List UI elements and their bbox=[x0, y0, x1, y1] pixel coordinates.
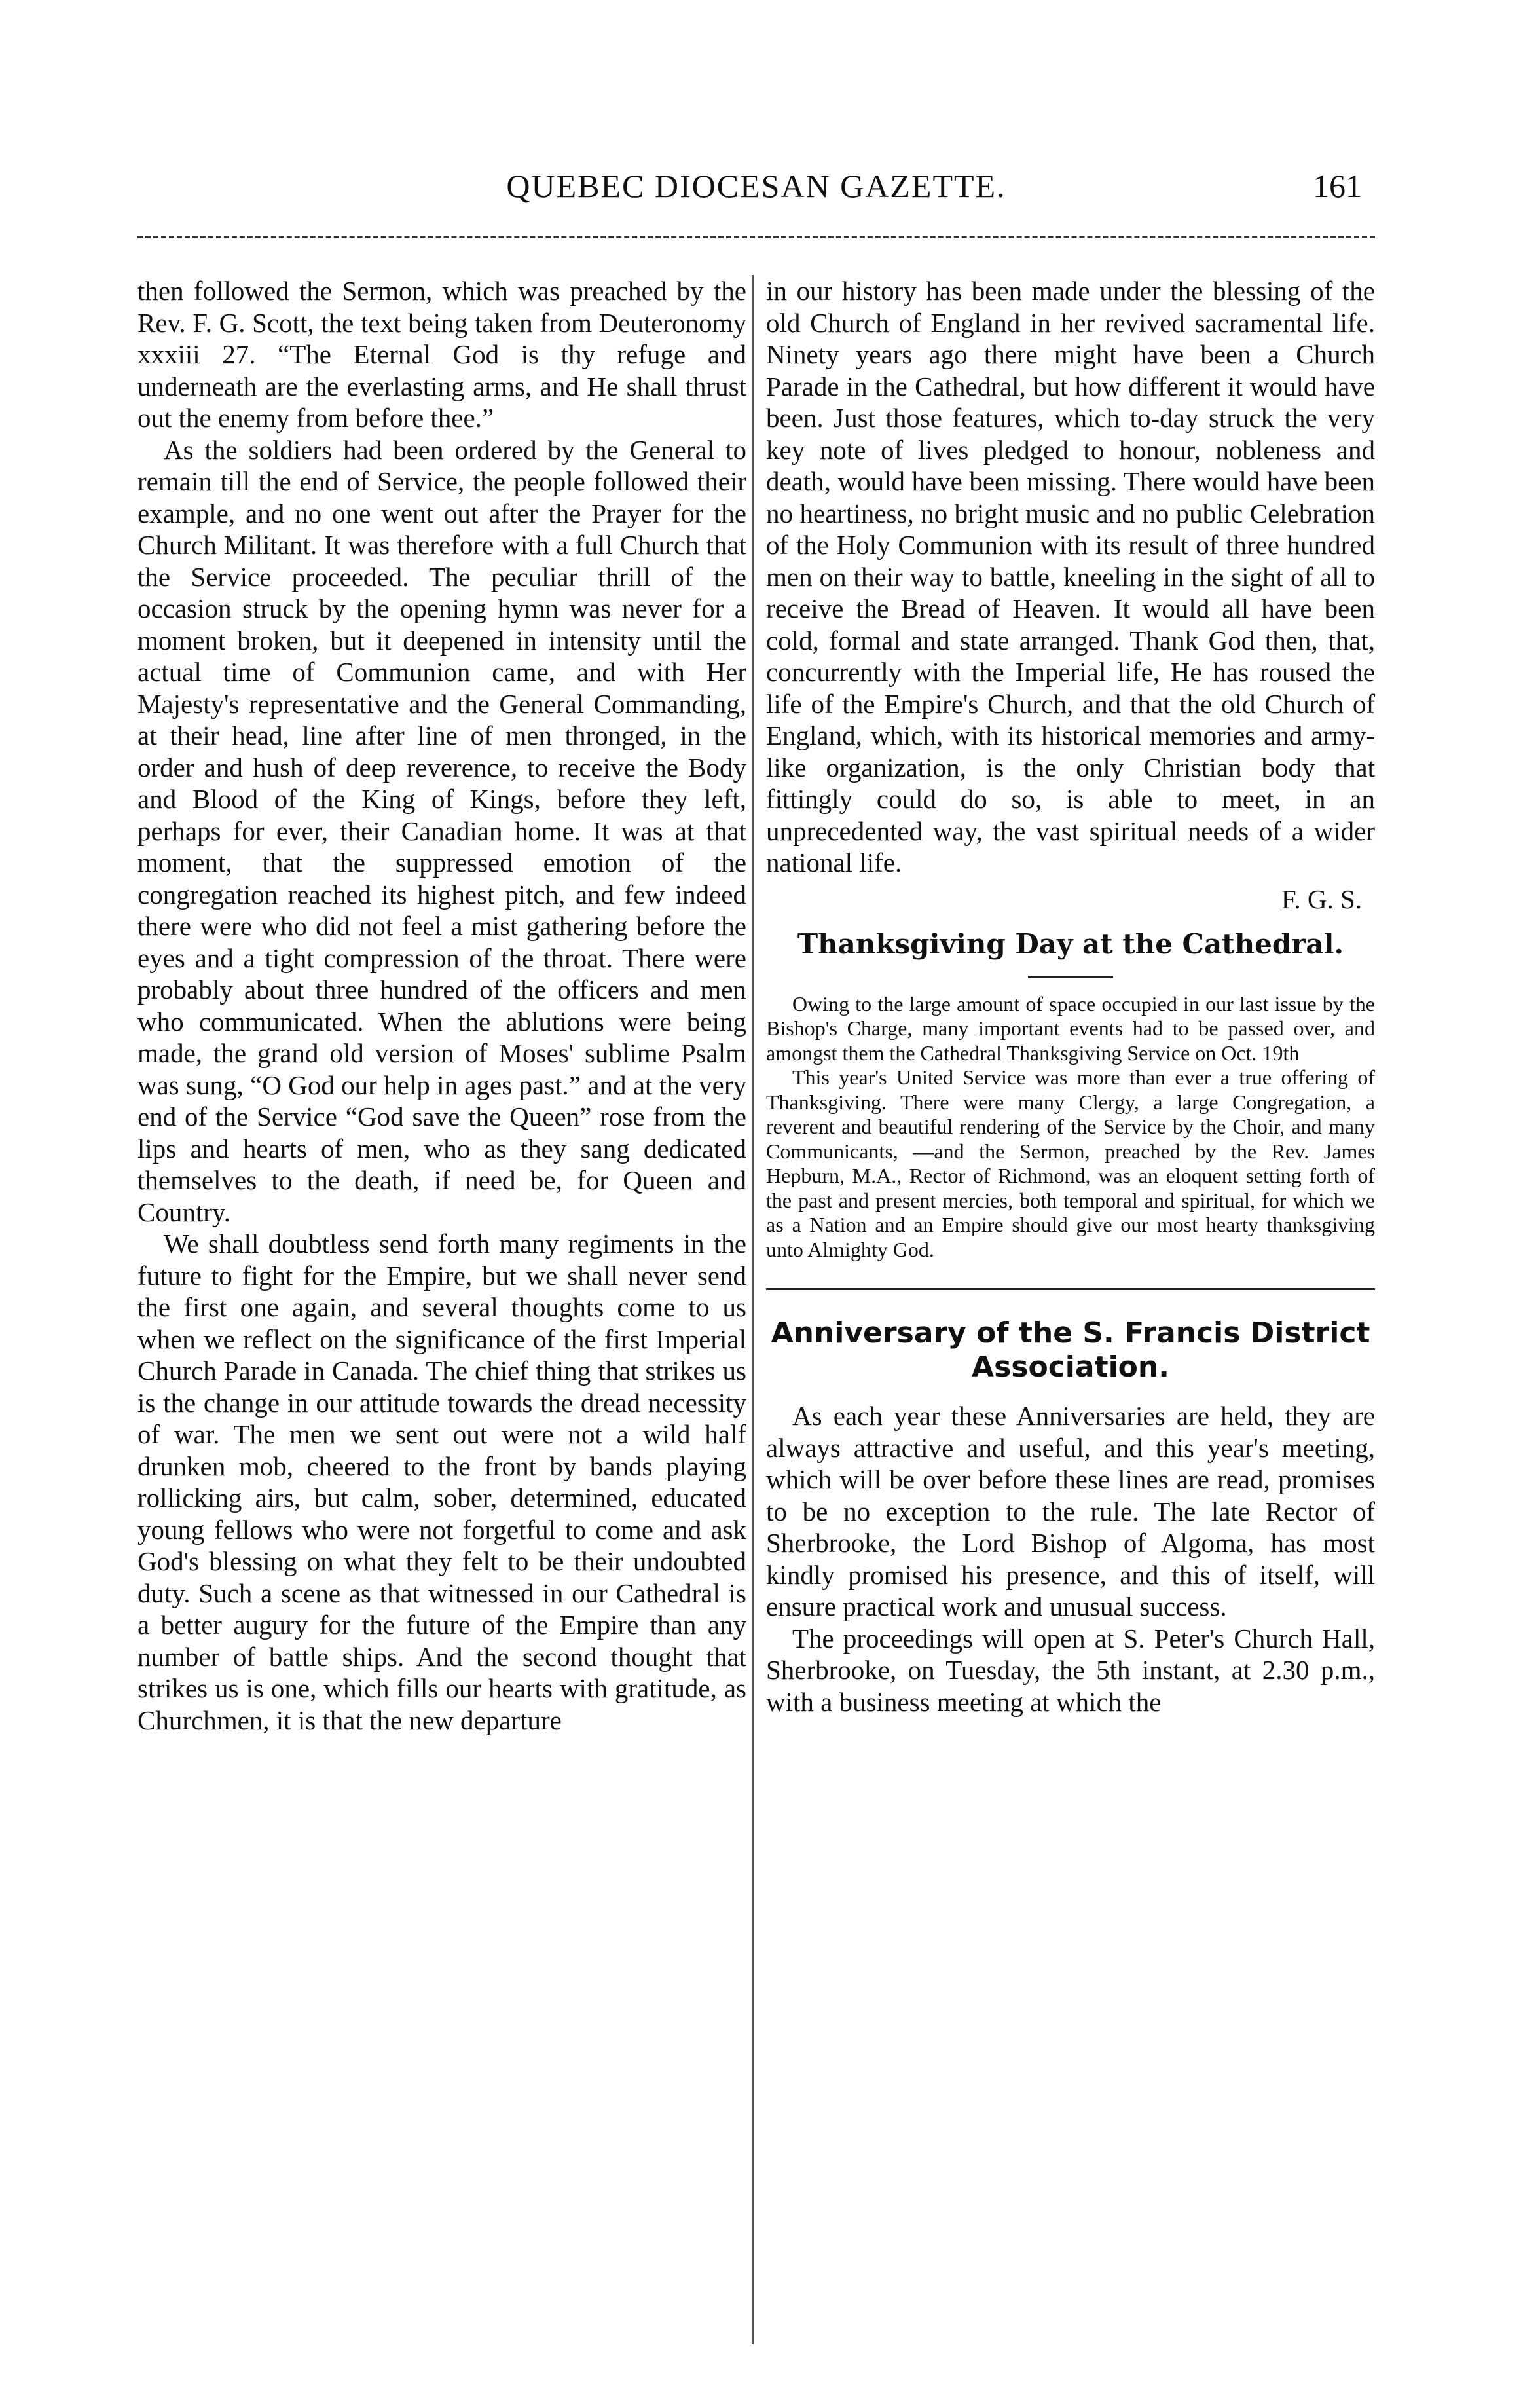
page-header bbox=[138, 167, 1375, 219]
running-title: QUEBEC DIOCESAN GAZETTE. bbox=[506, 168, 1006, 204]
article-paragraph: This year's United Service was more than ever a true offering of Thanksgiving. There were many Clergy, a large Congregation, a reverent and beautiful rendering of the Service by the Choir, and many Communicants, —and the Sermon, preached by the Rev. James Hepburn, M.A., Rector of Richmond, was an eloquent setting forth of the past and present mercies, both temporal and spiritual, for which we as a Nation and an Empire should give our most hearty thanksgiving unto Almighty God. bbox=[766, 1065, 1375, 1261]
continuation-paragraph: in our history has been made under the blessing of the old Church of England in her revived sacramental life. Ninety years ago there might have been a Church Parade in the Cathedral, but how different it would have been. Just those features, which to-day struck the very key note of lives pledged to honour, nobleness and death, would have been missing. There would have been no heartiness, no bright music and no public Celebration of the Holy Communion with its result of three hundred men on their way to battle, kneeling in the sight of all to receive the Bread of Heaven. It would all have been cold, formal and state arranged. Thank God then, that, concurrently with the Imperial life, He has roused the life of the Empire's Church, and that the old Church of England, which, with its historical memories and army-like organization, is the only Christian body that fittingly could do so, is able to meet, in an unprecedented way, the vast spiritual needs of a wider national life. bbox=[766, 276, 1375, 878]
left-column bbox=[138, 275, 746, 2344]
headline-rule bbox=[1028, 976, 1113, 978]
article-headline: Anniversary of the S. Francis District Association. bbox=[771, 1316, 1370, 1384]
section-rule bbox=[766, 1288, 1375, 1290]
left-paragraph: then followed the Sermon, which was preached by the Rev. F. G. Scott, the text being taken from Deuteronomy xxxiii 27. “The Eternal God is thy refuge and underneath are the everlasting arms, and He shall thrust out the enemy from before thee.” bbox=[138, 276, 746, 433]
right-column bbox=[766, 275, 1375, 2344]
article-paragraph: Owing to the large amount of space occupied in our last issue by the Bishop's Charge, many important events had to be passed over, and amongst them the Cathedral Thanksgiving Service on Oct. 19th bbox=[766, 991, 1375, 1065]
author-signature: F. G. S. bbox=[1281, 883, 1362, 914]
article-paragraph: As each year these Anniversaries are held, they are always attractive and useful, and this year's meeting, which will be over before these lines are read, promises to be no exception to the rule. The late Rector of Sherbrooke, the Lord Bishop of Algoma, has most kindly promised his presence, and this of itself, will ensure practical work and unusual success. bbox=[766, 1401, 1375, 1621]
left-paragraph: We shall doubtless send forth many regiments in the future to fight for the Empire, but we shall never send the first one again, and several thoughts come to us when we reflect on the significance of the first Imperial Church Parade in Canada. The chief thing that strikes us is the change in our attitude towards the dread necessity of war. The men we sent out were not a wild half drunken mob, cheered to the front by bands playing rollicking airs, but calm, sober, determined, educated young fellows who were not forgetful to come and ask God's blessing on what they felt to be their undoubted duty. Such a scene as that witnessed in our Cathedral is a better augury for the future of the Empire than any number of battle ships. And the second thought that strikes us is one, which fills our hearts with gratitude, as Churchmen, it is that the new departure bbox=[138, 1229, 746, 1735]
article-paragraph: The proceedings will open at S. Peter's Church Hall, Sherbrooke, on Tuesday, the 5th instant, at 2.30 p.m., with a business meeting at which the bbox=[766, 1623, 1375, 1717]
article-headline: Thanksgiving Day at the Cathedral. bbox=[797, 927, 1344, 960]
header-rule bbox=[138, 236, 1375, 238]
page-number: 161 bbox=[1313, 168, 1362, 204]
column-divider bbox=[752, 275, 754, 2344]
left-paragraph: As the soldiers had been ordered by the General to remain till the end of Service, the people followed their example, and no one went out after the Prayer for the Church Militant. It was therefore with a full Church that the Service proceeded. The peculiar thrill of the occasion struck by the opening hymn was never for a moment broken, but it deepened in intensity until the actual time of Communion came, and with Her Majesty's representative and the General Commanding, at their head, line after line of men thronged, in the order and hush of deep reverence, to receive the Body and Blood of the King of Kings, before they left, perhaps for ever, their Canadian home. It was at that moment, that the suppressed emotion of the congregation reached its highest pitch, and few indeed there were who did not feel a mist gathering before the eyes and a tight compression of the throat. There were probably about three hundred of the officers and men who communicated. When the ablutions were being made, the grand old version of Moses' sublime Psalm was sung, “O God our help in ages past.” and at the very end of the Service “God save the Queen” rose from the lips and hearts of men, who as they sang dedicated themselves to the death, if need be, for Queen and Country. bbox=[138, 434, 746, 1227]
